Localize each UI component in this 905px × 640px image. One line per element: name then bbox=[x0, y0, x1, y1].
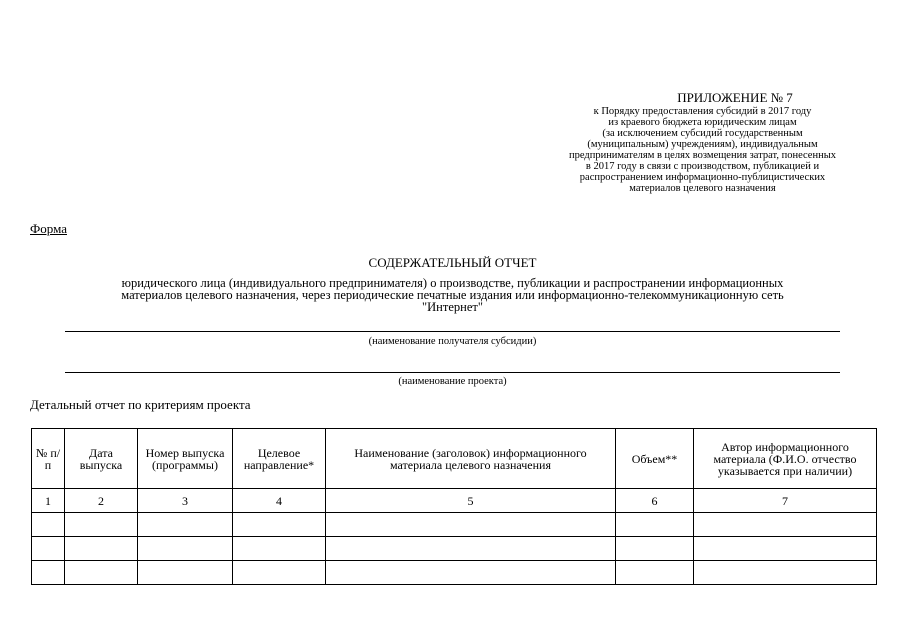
table-row bbox=[32, 513, 877, 537]
column-number: 2 bbox=[65, 489, 138, 513]
table-cell[interactable] bbox=[65, 537, 138, 561]
table-cell[interactable] bbox=[694, 561, 877, 585]
table-cell[interactable] bbox=[616, 537, 694, 561]
table-cell[interactable] bbox=[32, 513, 65, 537]
appendix-line: (муниципальным) учреждениям), индивидуальным bbox=[587, 139, 818, 150]
report-title: СОДЕРЖАТЕЛЬНЫЙ ОТЧЕТ bbox=[368, 255, 537, 270]
table-cell[interactable] bbox=[32, 537, 65, 561]
recipient-caption: (наименование получателя субсидии) bbox=[368, 336, 537, 347]
table-cell[interactable] bbox=[616, 513, 694, 537]
table-cell[interactable] bbox=[32, 561, 65, 585]
criteria-table bbox=[31, 428, 877, 585]
header-material-name: Наименование (заголовок) информационного материала целевого назначения bbox=[326, 429, 616, 489]
header-author: Автор информационного материала (Ф.И.О. отчество указывается при наличии) bbox=[694, 429, 877, 489]
column-number: 1 bbox=[32, 489, 65, 513]
header-number: № п/п bbox=[32, 429, 65, 489]
table-row bbox=[32, 537, 877, 561]
table-cell[interactable] bbox=[694, 513, 877, 537]
column-number: 7 bbox=[694, 489, 877, 513]
table-cell[interactable] bbox=[138, 561, 233, 585]
recipient-input-line[interactable] bbox=[65, 331, 840, 332]
project-input-line[interactable] bbox=[65, 372, 840, 373]
header-date: Дата выпуска bbox=[65, 429, 138, 489]
header-row bbox=[32, 429, 877, 489]
table-cell[interactable] bbox=[616, 561, 694, 585]
appendix-title: ПРИЛОЖЕНИЕ № 7 bbox=[677, 90, 793, 105]
appendix-line: к Порядку предоставления субсидий в 2017 году bbox=[593, 106, 812, 117]
appendix-reference bbox=[535, 106, 870, 194]
table-cell[interactable] bbox=[326, 561, 616, 585]
header-direction: Целевое направление* bbox=[233, 429, 326, 489]
column-number: 5 bbox=[326, 489, 616, 513]
table-cell[interactable] bbox=[326, 537, 616, 561]
appendix-line: в 2017 году в связи с производством, публикацией и bbox=[585, 161, 820, 172]
table-cell[interactable] bbox=[65, 561, 138, 585]
header-issue: Номер выпуска (программы) bbox=[138, 429, 233, 489]
subtitle-line: материалов целевого назначения, через периодические печатные издания или информационно-телекоммуникационную сеть bbox=[121, 288, 784, 302]
column-number-row bbox=[32, 489, 877, 513]
column-number: 3 bbox=[138, 489, 233, 513]
table-cell[interactable] bbox=[233, 561, 326, 585]
table-cell[interactable] bbox=[694, 537, 877, 561]
table-cell[interactable] bbox=[233, 513, 326, 537]
subtitle-line: юридического лица (индивидуального предпринимателя) о производстве, публикации и распространении информационных bbox=[121, 276, 784, 290]
appendix-line: распространением информационно-публицистических bbox=[579, 172, 826, 183]
appendix-line: предпринимателям в целях возмещения затрат, понесенных bbox=[568, 150, 837, 161]
header-volume: Объем** bbox=[616, 429, 694, 489]
column-number: 4 bbox=[233, 489, 326, 513]
table-cell[interactable] bbox=[233, 537, 326, 561]
appendix-line: (за исключением субсидий государственным bbox=[602, 128, 803, 139]
appendix-line: материалов целевого назначения bbox=[629, 183, 776, 194]
column-number: 6 bbox=[616, 489, 694, 513]
form-label: Форма bbox=[30, 221, 67, 236]
table-cell[interactable] bbox=[138, 513, 233, 537]
appendix-line: из краевого бюджета юридическим лицам bbox=[608, 117, 797, 128]
table-cell[interactable] bbox=[65, 513, 138, 537]
report-subtitle bbox=[40, 277, 865, 313]
subtitle-line: "Интернет" bbox=[422, 300, 483, 314]
table-row bbox=[32, 561, 877, 585]
table-cell[interactable] bbox=[326, 513, 616, 537]
detail-heading: Детальный отчет по критериям проекта bbox=[30, 397, 251, 412]
project-caption: (наименование проекта) bbox=[398, 376, 507, 387]
table-cell[interactable] bbox=[138, 537, 233, 561]
